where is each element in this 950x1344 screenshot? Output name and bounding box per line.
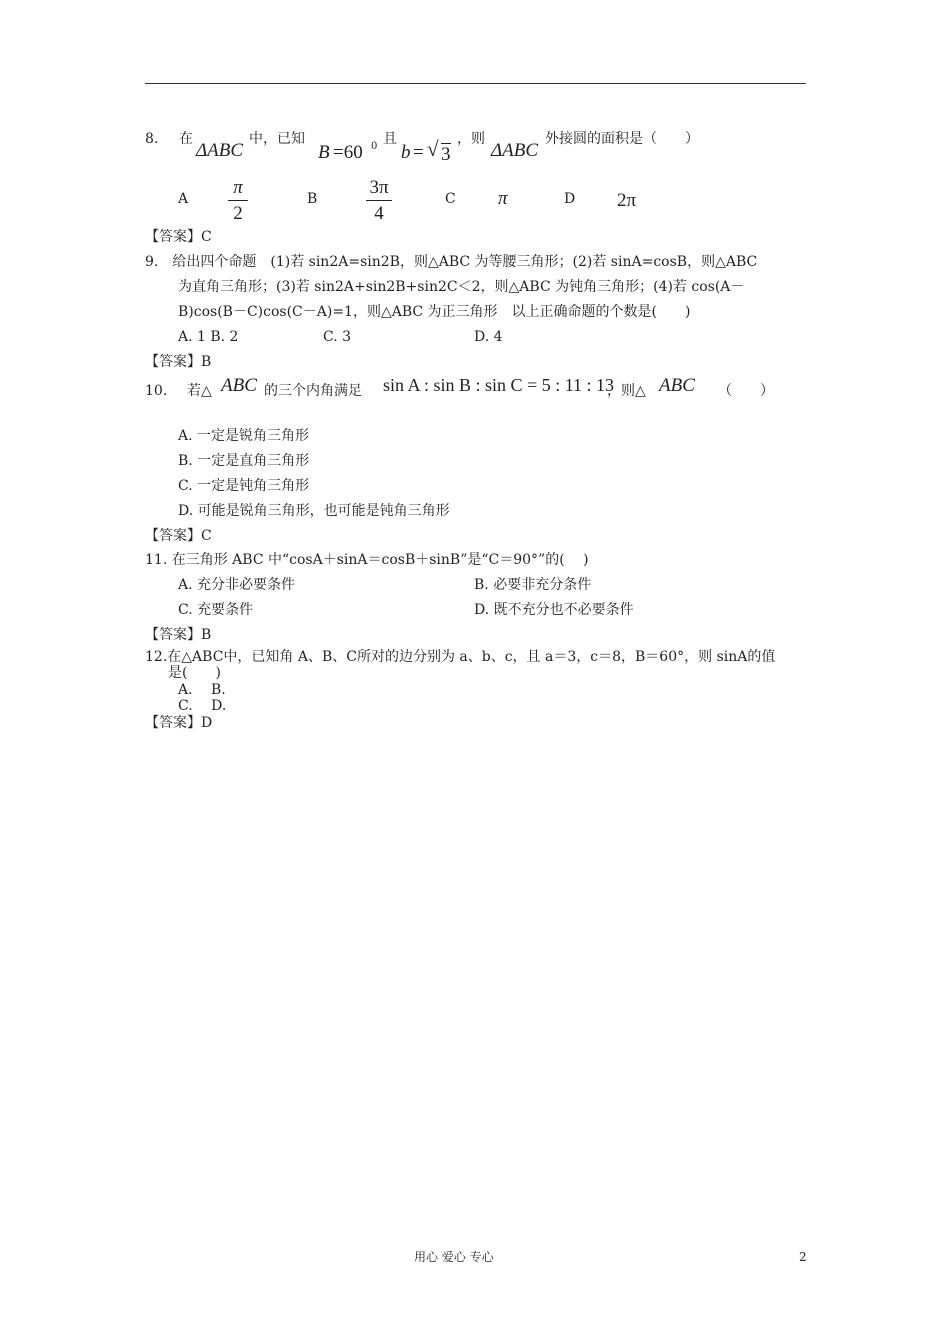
q8-option-a-label: A — [178, 191, 189, 207]
q11-answer: 【答案】B — [145, 627, 212, 643]
q8-text-2: 中，已知 — [249, 131, 305, 147]
q9-options-ab: A. 1 B. 2 — [178, 329, 239, 345]
q10-number: 10. — [145, 383, 168, 399]
q12-answer: 【答案】D — [145, 715, 213, 731]
q10-option-d: D. 可能是锐角三角形，也可能是钝角三角形 — [178, 503, 450, 519]
q9-line-3: B)cos(B－C)cos(C－A)=1，则△ABC 为正三角形 以上正确命题的个数是( ) — [178, 304, 691, 320]
q8-option-a-numerator: π — [233, 177, 243, 198]
q8-text-5: 外接圆的面积是（ ） — [545, 131, 699, 147]
sqrt-icon: √ — [427, 137, 439, 161]
q9-option-c: C. 3 — [323, 329, 352, 345]
q8-cond2-lhs: b — [401, 142, 411, 163]
q12-line-1: 12.在△ABC中，已知角 A、B、C所对的边分别为 a、b、c，且 a＝3，c＝8，B＝60°，则 sinA的值 — [145, 649, 776, 665]
q8-option-b-denominator: 4 — [374, 203, 384, 224]
q8-option-a-denominator: 2 — [233, 203, 243, 224]
q8-cond1-lhs: B — [318, 142, 330, 163]
q11-option-c: C. 充要条件 — [178, 602, 254, 618]
q8-option-d-value: 2π — [617, 190, 637, 211]
q8-answer: 【答案】C — [145, 229, 212, 245]
page-number: 2 — [799, 1250, 807, 1264]
footer-text: 用心 爱心 专心 — [414, 1250, 494, 1264]
q10-condition: sin A : sin B : sin C = 5 : 11 : 13 — [383, 375, 615, 395]
q8-option-b-numerator: 3π — [369, 177, 389, 198]
q10-text-3: ，则△ — [607, 383, 646, 399]
q10-triangle-2: ABC — [659, 375, 695, 396]
q8-triangle-1: ΔABC — [196, 140, 244, 161]
q8-text-1: 在 — [179, 131, 193, 147]
q11-option-d: D. 既不充分也不必要条件 — [474, 602, 634, 618]
q9-line-2: 为直角三角形；(3)若 sin2A+sin2B+sin2C＜2，则△ABC 为钝角三角形；(4)若 cos(A－ — [178, 279, 745, 295]
q9-option-d: D. 4 — [474, 329, 503, 345]
q8-cond1-rhs: =60 — [333, 142, 363, 163]
q12-line-2: 是( ) — [168, 665, 221, 681]
q11-option-b: B. 必要非充分条件 — [474, 577, 592, 593]
q10-option-b: B. 一定是直角三角形 — [178, 453, 310, 469]
header-rule — [145, 83, 806, 84]
q12-options-cd: C. D. — [178, 698, 227, 714]
q8-option-d-label: D — [564, 191, 576, 207]
q8-cond2-eq: = — [413, 142, 424, 163]
q9-answer: 【答案】B — [145, 354, 212, 370]
q8-text-4: ，则 — [457, 131, 485, 147]
q8-option-a-fraction — [228, 178, 248, 223]
q11-stem: 11. 在三角形 ABC 中“cosA＋sinA＝cosB＋sinB”是“C＝90°”的( ) — [145, 552, 589, 568]
q10-text-4: （ ） — [718, 383, 774, 399]
q8-cond1-sup: 0 — [371, 141, 378, 152]
q8-text-3: 且 — [383, 131, 397, 147]
q10-answer: 【答案】C — [145, 528, 212, 544]
q11-option-a: A. 充分非必要条件 — [178, 577, 296, 593]
q8-option-b-label: B — [307, 191, 318, 207]
q10-text-1: 若△ — [187, 383, 212, 399]
q10-triangle-1: ABC — [221, 375, 257, 396]
q8-option-b-fraction — [366, 178, 392, 223]
q12-options-ab: A. B. — [178, 682, 226, 698]
q8-number: 8. — [145, 131, 159, 147]
q8-cond2-radicand: 3 — [441, 144, 451, 165]
q8-triangle-2: ΔABC — [491, 140, 539, 161]
q8-option-c-value: π — [498, 188, 508, 209]
q8-option-c-label: C — [445, 191, 456, 207]
q9-line-1: 9. 给出四个命题 (1)若 sin2A=sin2B，则△ABC 为等腰三角形；(2)若 sinA=cosB，则△ABC — [145, 254, 758, 270]
q10-option-c: C. 一定是钝角三角形 — [178, 478, 310, 494]
q10-option-a: A. 一定是锐角三角形 — [178, 428, 310, 444]
q10-text-2: 的三个内角满足 — [264, 383, 362, 399]
